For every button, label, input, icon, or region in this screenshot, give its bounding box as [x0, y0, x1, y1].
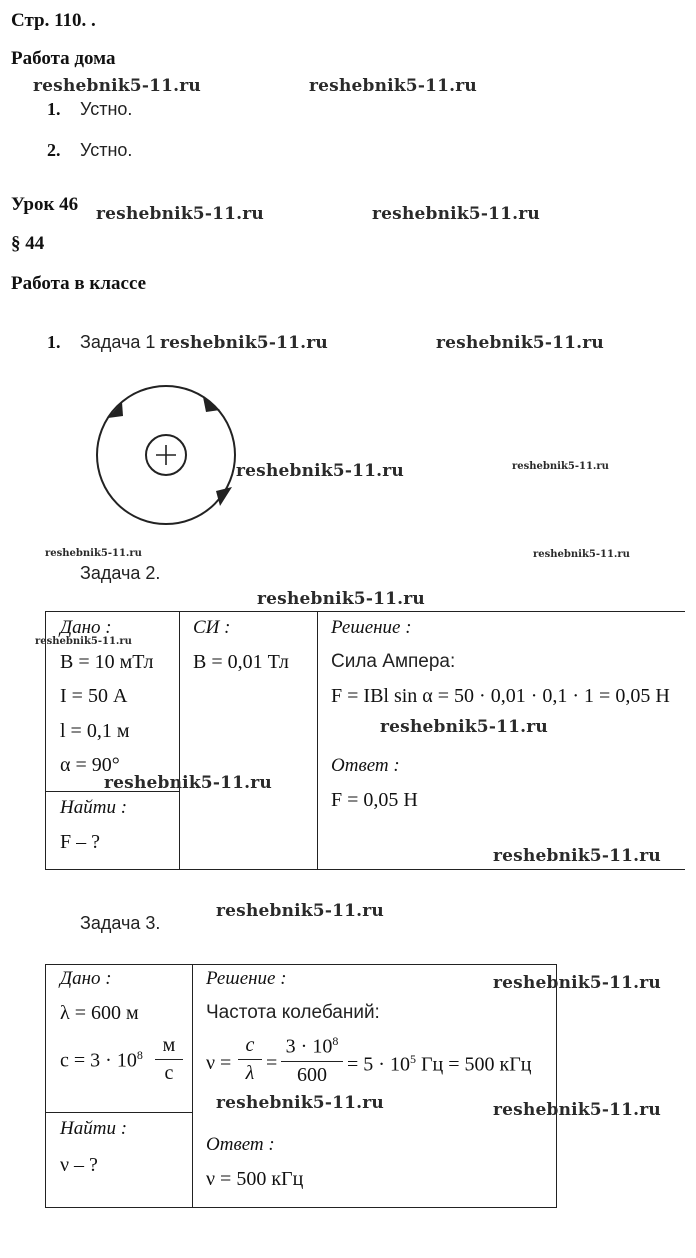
- homework-item-text: Устно.: [80, 99, 133, 119]
- homework-item-text: Устно.: [80, 140, 133, 160]
- watermark: reshebnik5-11.ru: [216, 1093, 384, 1113]
- watermark: reshebnik5-11.ru: [493, 1100, 661, 1120]
- given-value: B = 10 мТл: [60, 651, 154, 673]
- watermark: reshebnik5-11.ru: [436, 333, 604, 353]
- fraction-numeric: $3 \cdot 10^8$ 600: [281, 1034, 343, 1087]
- given-value: α = 90°: [60, 754, 120, 776]
- si-value: B = 0,01 Тл: [193, 651, 289, 673]
- find-header: Найти :: [60, 1118, 128, 1139]
- watermark: reshebnik5-11.ru: [493, 973, 661, 993]
- arrow-head: [203, 397, 220, 412]
- watermark: reshebnik5-11.ru: [33, 76, 201, 96]
- watermark: reshebnik5-11.ru: [380, 717, 548, 737]
- homework-item-number: 2.: [47, 140, 61, 160]
- watermark: reshebnik5-11.ru: [512, 461, 609, 472]
- magnetic-field-diagram: [90, 385, 245, 535]
- answer-header: Ответ :: [206, 1134, 275, 1155]
- task-number: 1.: [47, 332, 61, 352]
- given-header: Дано :: [60, 617, 112, 638]
- task1-label: Задача 1: [80, 332, 156, 352]
- given-speed: $c = 3 \cdot 10^8$: [60, 1048, 143, 1072]
- frequency-result: = $5 \cdot 10^5$ Гц = 500 кГц: [347, 1052, 532, 1076]
- watermark: reshebnik5-11.ru: [533, 549, 630, 560]
- answer-header: Ответ :: [331, 755, 400, 776]
- si-header: СИ :: [193, 617, 231, 638]
- solution-header: Решение :: [206, 968, 287, 989]
- solution-intro: Частота колебаний:: [206, 1002, 380, 1023]
- arrow-head: [216, 487, 232, 506]
- equals-sign: =: [266, 1052, 278, 1074]
- task2-solution-table: [45, 611, 685, 870]
- given-value: l = 0,1 м: [60, 720, 130, 742]
- find-value: F – ?: [60, 831, 100, 853]
- formula: F = IBl sin α = 50 · 0,01 · 0,1 · 1 = 0,05 Н: [331, 685, 670, 707]
- find-value: ν – ?: [60, 1154, 98, 1176]
- nu-lhs: ν =: [206, 1052, 232, 1074]
- speed-unit-fraction: м с: [155, 1034, 183, 1085]
- given-wavelength: λ = 600 м: [60, 1002, 139, 1024]
- fraction-c-over-lambda: c λ: [238, 1034, 262, 1085]
- watermark: reshebnik5-11.ru: [216, 901, 384, 921]
- watermark: reshebnik5-11.ru: [309, 76, 477, 96]
- watermark: reshebnik5-11.ru: [372, 204, 540, 224]
- watermark: reshebnik5-11.ru: [35, 636, 132, 647]
- classwork-heading: Работа в классе: [11, 273, 147, 294]
- given-value: I = 50 А: [60, 685, 128, 707]
- watermark: reshebnik5-11.ru: [257, 589, 425, 609]
- solution-intro: Сила Ампера:: [331, 651, 456, 672]
- answer-value: ν = 500 кГц: [206, 1168, 304, 1190]
- find-header: Найти :: [60, 797, 128, 818]
- homework-heading: Работа дома: [11, 48, 116, 69]
- watermark: reshebnik5-11.ru: [493, 846, 661, 866]
- task2-label: Задача 2.: [80, 563, 161, 583]
- homework-item-number: 1.: [47, 99, 61, 119]
- arrow-head: [108, 402, 123, 418]
- lesson-title: Урок 46: [11, 194, 79, 215]
- watermark: reshebnik5-11.ru: [104, 773, 272, 793]
- task3-label: Задача 3.: [80, 913, 161, 933]
- answer-value: F = 0,05 Н: [331, 789, 418, 811]
- watermark: reshebnik5-11.ru: [96, 204, 264, 224]
- watermark: reshebnik5-11.ru: [45, 548, 142, 559]
- task3-solution-table: [45, 964, 557, 1208]
- solution-header: Решение :: [331, 617, 412, 638]
- watermark: reshebnik5-11.ru: [160, 333, 328, 353]
- page-header: Стр. 110. .: [11, 10, 96, 31]
- watermark: reshebnik5-11.ru: [236, 461, 404, 481]
- paragraph-number: § 44: [11, 233, 45, 254]
- given-header: Дано :: [60, 968, 112, 989]
